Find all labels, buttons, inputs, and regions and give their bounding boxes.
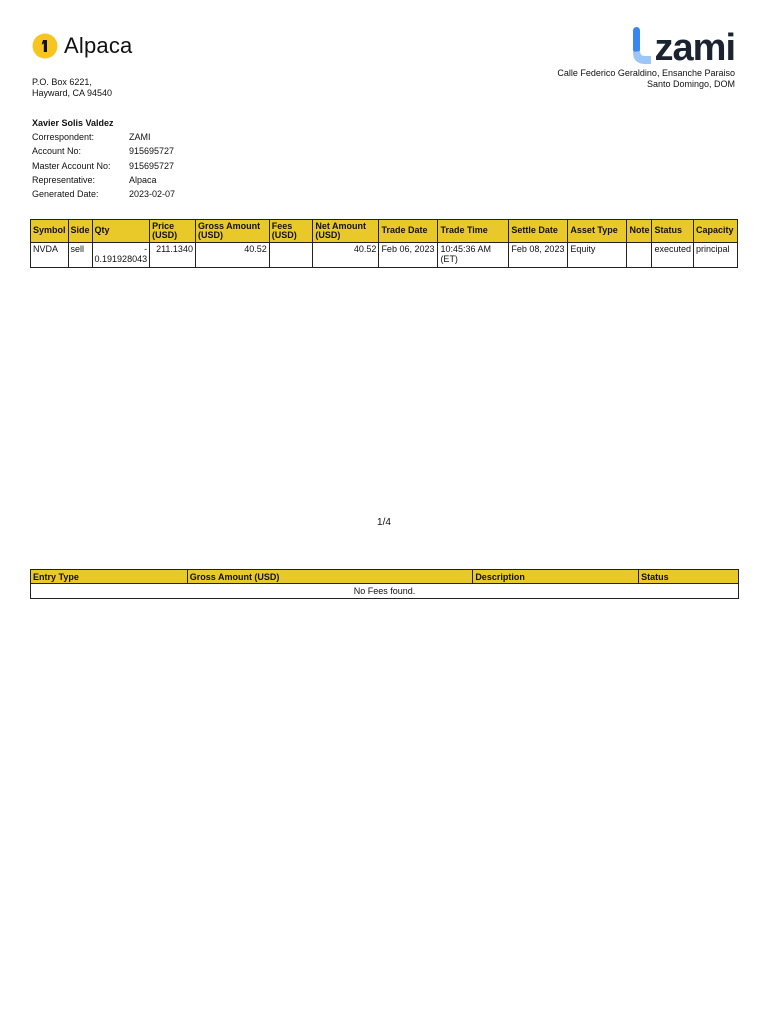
col-header-gross-amount: Gross Amount (USD) xyxy=(195,220,269,243)
cell-net-amount: 40.52 xyxy=(313,243,379,268)
alpaca-logo-icon xyxy=(32,33,58,59)
col-header-net-amount: Net Amount (USD) xyxy=(313,220,379,243)
col-header-price: Price (USD) xyxy=(150,220,196,243)
alpaca-address-line1: P.O. Box 6221, xyxy=(32,77,92,87)
cell-asset-type: Equity xyxy=(568,243,627,268)
col-header-description: Description xyxy=(473,570,639,584)
cell-trade-time: 10:45:36 AM (ET) xyxy=(438,243,509,268)
table-row xyxy=(31,243,738,268)
account-no-label: Account No: xyxy=(32,146,82,157)
col-header-fees-gross-amount: Gross Amount (USD) xyxy=(187,570,473,584)
representative-value: Alpaca xyxy=(129,174,157,185)
master-account-no-value: 915695727 xyxy=(129,160,175,171)
col-header-note: Note xyxy=(627,220,652,243)
col-header-status: Status xyxy=(652,220,694,243)
cell-symbol: NVDA xyxy=(31,243,69,268)
account-no-value: 915695727 xyxy=(129,146,175,157)
representative-label: Representative: xyxy=(32,174,96,185)
fees-header-row xyxy=(31,570,739,584)
col-header-side: Side xyxy=(68,220,92,243)
col-header-entry-type: Entry Type xyxy=(31,570,188,584)
cell-status: executed xyxy=(652,243,694,268)
cell-qty xyxy=(92,243,150,268)
master-account-no-row xyxy=(32,161,175,175)
col-header-trade-date: Trade Date xyxy=(379,220,438,243)
cell-trade-date: Feb 06, 2023 xyxy=(379,243,438,268)
zami-address xyxy=(557,68,735,90)
zami-logo-icon xyxy=(631,26,653,66)
alpaca-logo xyxy=(32,33,132,59)
correspondent-value: ZAMI xyxy=(129,132,151,142)
alpaca-address-line2: Hayward, CA 94540 xyxy=(32,88,113,98)
cell-price: 211.1340 xyxy=(150,243,196,268)
cell-fees xyxy=(269,243,313,268)
col-header-trade-time: Trade Time xyxy=(438,220,509,243)
correspondent-label: Correspondent: xyxy=(32,132,95,142)
account-no-row xyxy=(32,146,175,160)
generated-date-value: 2023-02-07 xyxy=(129,189,176,200)
no-fees-message: No Fees found. xyxy=(31,584,739,599)
zami-address-line1: Calle Federico Geraldino, Ensanche Paraiso xyxy=(557,68,735,78)
col-header-capacity: Capacity xyxy=(693,220,737,243)
cell-side: sell xyxy=(68,243,92,268)
alpaca-address xyxy=(32,77,112,99)
cell-settle-date: Feb 08, 2023 xyxy=(509,243,568,268)
col-header-symbol: Symbol xyxy=(31,220,69,243)
zami-logo xyxy=(631,26,735,69)
representative-row xyxy=(32,175,175,189)
cell-gross-amount: 40.52 xyxy=(195,243,269,268)
generated-date-row xyxy=(32,189,175,203)
col-header-fees-status: Status xyxy=(639,570,739,584)
account-info xyxy=(32,132,175,203)
trades-header-row xyxy=(31,220,738,243)
col-header-settle-date: Settle Date xyxy=(509,220,568,243)
master-account-no-label: Master Account No: xyxy=(32,160,111,171)
cell-capacity: principal xyxy=(693,243,737,268)
page-number: 1/4 xyxy=(377,517,391,528)
alpaca-brand-name: Alpaca xyxy=(64,33,133,58)
cell-note xyxy=(627,243,652,268)
col-header-qty: Qty xyxy=(92,220,150,243)
cell-qty-sign: - xyxy=(144,244,148,254)
table-row xyxy=(31,584,739,599)
trades-table xyxy=(30,219,738,268)
account-holder-name: Xavier Solis Valdez xyxy=(32,118,114,128)
fees-table xyxy=(30,569,739,599)
col-header-fees: Fees (USD) xyxy=(269,220,313,243)
generated-date-label: Generated Date: xyxy=(32,189,99,200)
correspondent-row xyxy=(32,132,175,146)
zami-address-line2: Santo Domingo, DOM xyxy=(646,79,735,89)
col-header-asset-type: Asset Type xyxy=(568,220,627,243)
cell-qty-value: 0.191928043 xyxy=(94,254,148,264)
zami-brand-name: zami xyxy=(654,27,735,69)
